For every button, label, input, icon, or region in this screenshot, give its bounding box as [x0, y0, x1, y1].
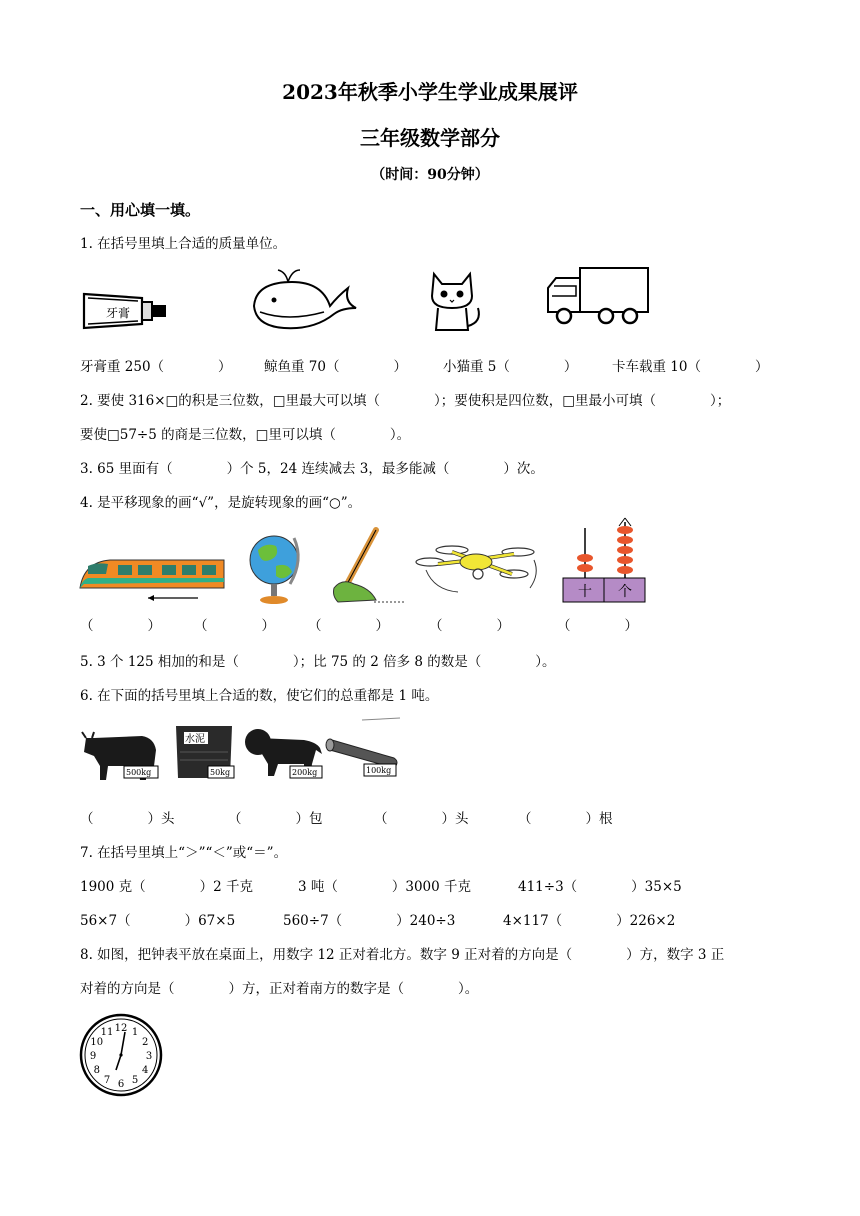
q6-blank-lion: （ ）头	[374, 811, 469, 827]
truck-image	[544, 264, 652, 328]
q1-toothpaste: 牙膏重 250（ ）	[80, 359, 232, 375]
cement-bag-image	[172, 722, 236, 782]
q4-blank-globe: （ ）	[194, 618, 275, 634]
q8-line2: 对着的方向是（ ）方，正对着南方的数字是（ ）。	[80, 981, 479, 997]
cat-image	[424, 264, 484, 334]
q6-blank-cement: （ ）包	[228, 811, 323, 827]
cement-weight-label: 50kg	[210, 768, 231, 777]
q8-line1: 8. 如图，把钟表平放在桌面上，用数字 12 正对着北方。数字 9 正对着的方向是（ ）方，数字 3 正	[80, 947, 725, 963]
cement-label: 水泥	[185, 734, 205, 745]
q7-row2-a: 56×7（ ）67×5	[80, 913, 236, 929]
cow-weight-label: 500kg	[126, 768, 152, 777]
q6-prompt: 6. 在下面的括号里填上合适的数，使它们的总重都是 1 吨。	[80, 688, 439, 704]
clock-number: 8	[93, 1065, 100, 1076]
q4-blank-drone: （ ）	[429, 618, 510, 634]
clock-number: 1	[131, 1026, 139, 1038]
train-image	[78, 552, 228, 602]
log-weight-label: 100kg	[366, 766, 392, 775]
q7-row1-b: 3 吨（ ）3000 千克	[298, 879, 472, 895]
q3-text: 3. 65 里面有（ ）个 5，24 连续减去 3，最多能减（ ）次。	[80, 461, 544, 477]
q4-blank-mop: （ ）	[308, 618, 389, 634]
q1-cat: 小猫重 5（ ）	[443, 359, 578, 375]
q5-text: 5. 3 个 125 相加的和是（ ）；比 75 的 2 倍多 8 的数是（ ）。	[80, 654, 556, 670]
clock-number: 2	[142, 1037, 149, 1048]
clock-number: 5	[131, 1075, 139, 1087]
q4-prompt: 4. 是平移现象的画“√”，是旋转现象的画“○”。	[80, 495, 362, 511]
q4-blank-abacus: （ ）	[557, 618, 638, 634]
q1-prompt: 1. 在括号里填上合适的质量单位。	[80, 236, 287, 252]
clock-number: 4	[142, 1065, 149, 1076]
toothpaste-label: 牙膏	[106, 306, 131, 320]
lion-weight-label: 200kg	[292, 768, 318, 777]
abacus-image	[561, 518, 647, 604]
clock-number: 3	[145, 1051, 153, 1062]
q1-truck: 卡车载重 10（ ）	[612, 359, 769, 375]
clock-number: 11	[100, 1026, 114, 1038]
exam-time: （时间：90分钟）	[371, 167, 489, 183]
q2-line2: 要使□57÷5 的商是三位数，□里可以填（ ）。	[80, 427, 411, 443]
abacus-tens-label: 十	[578, 584, 592, 600]
toothpaste-image	[80, 286, 172, 336]
log-image	[322, 718, 404, 782]
clock-number: 6	[117, 1079, 125, 1090]
clock-number: 9	[89, 1051, 97, 1062]
q7-row1-c: 411÷3（ ）35×5	[518, 879, 682, 895]
lion-image	[244, 724, 324, 782]
clock-image	[78, 1012, 164, 1098]
clock-number: 10	[90, 1037, 104, 1048]
q2-line1: 2. 要使 316×□的积是三位数，□里最大可以填（ ）；要使积是四位数，□里最小可填（ ）；	[80, 393, 731, 409]
globe-image	[246, 530, 304, 606]
clock-number: 7	[103, 1075, 111, 1087]
page-title: 2023年秋季小学生学业成果展评	[282, 80, 578, 104]
q7-row2-b: 560÷7（ ）240÷3	[283, 913, 456, 929]
q4-blank-train: （ ）	[80, 618, 161, 634]
abacus-ones-label: 个	[618, 584, 632, 600]
q6-blank-cow: （ ）头	[80, 811, 175, 827]
whale-image	[248, 266, 360, 336]
clock-number: 12	[114, 1023, 128, 1034]
q7-row2-c: 4×117（ ）226×2	[503, 913, 676, 929]
q6-blank-log: （ ）根	[518, 811, 613, 827]
cow-image	[80, 726, 160, 782]
page-subtitle: 三年级数学部分	[360, 126, 500, 150]
mop-image	[324, 526, 408, 608]
q7-row1-a: 1900 克（ ）2 千克	[80, 879, 254, 895]
section-heading: 一、用心填一填。	[80, 201, 201, 219]
drone-image	[414, 530, 544, 600]
q7-prompt: 7. 在括号里填上“＞”“＜”或“＝”。	[80, 845, 288, 861]
q1-whale: 鲸鱼重 70（ ）	[264, 359, 407, 375]
